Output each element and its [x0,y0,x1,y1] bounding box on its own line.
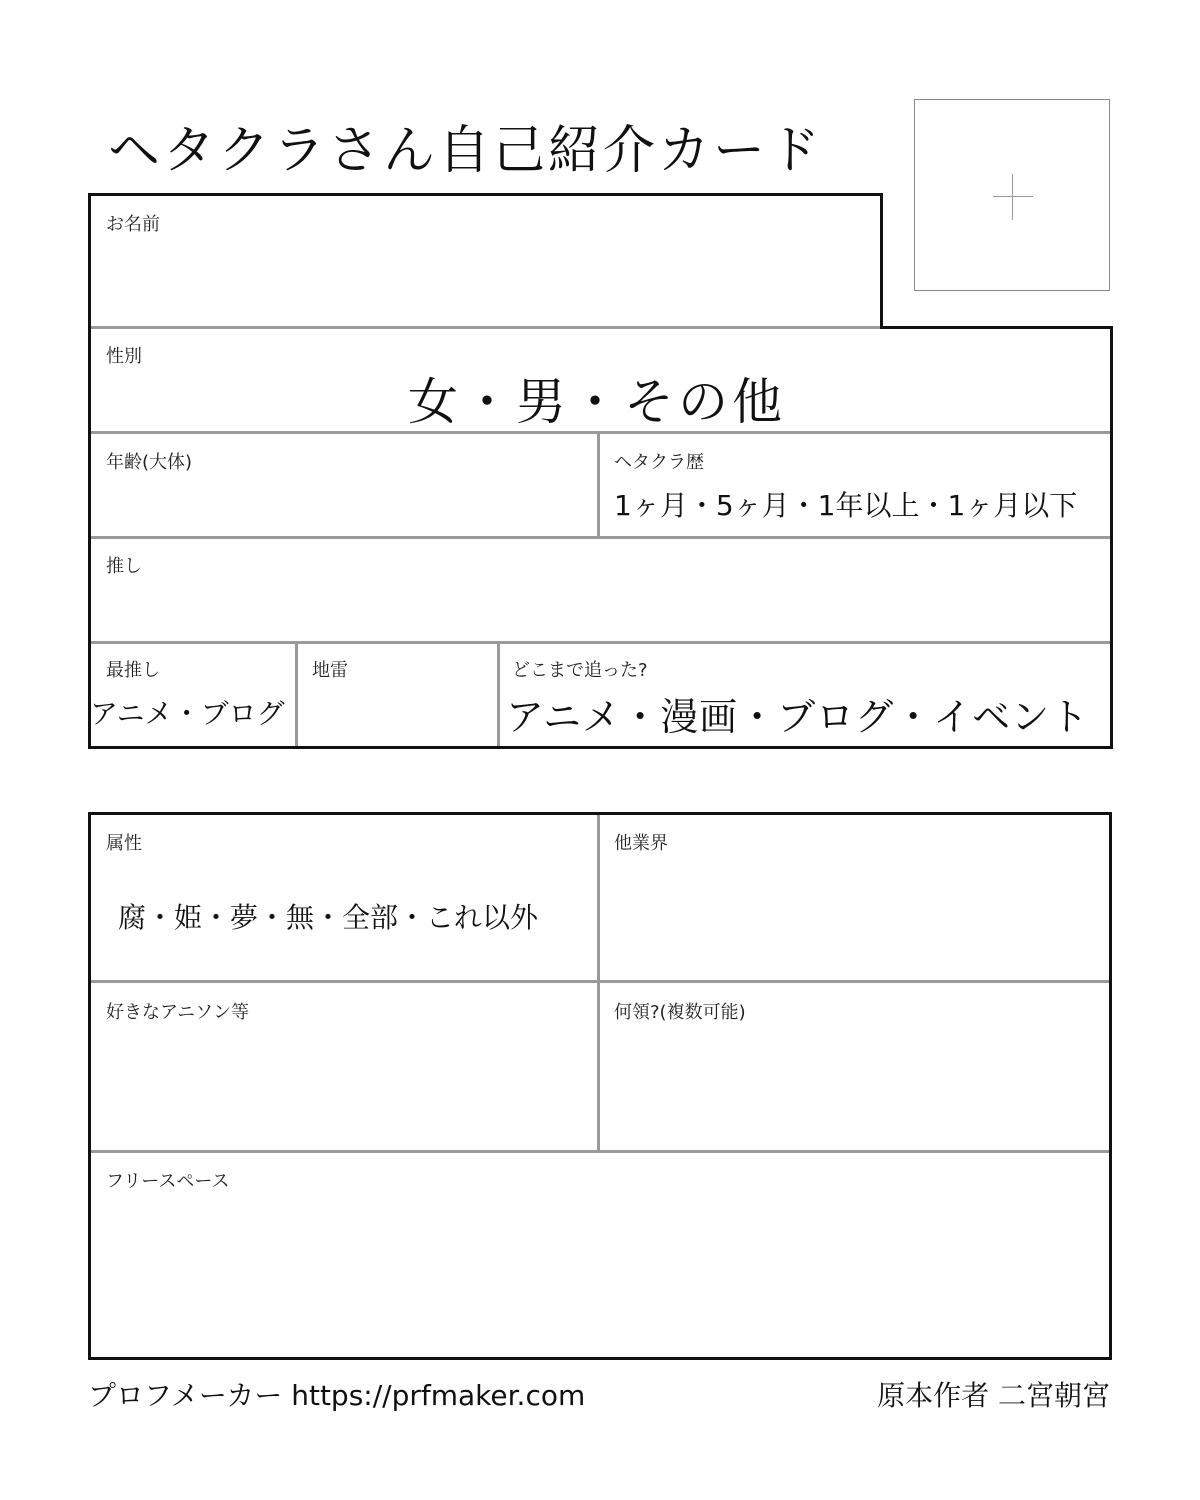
card-title: ヘタクラさん自己紹介カード [108,121,824,181]
progress-label: どこまで追った? [512,660,648,681]
gender-options[interactable]: 女・男・その他 [408,373,786,431]
divider [91,980,1109,983]
name-label: お名前 [106,214,160,235]
border [88,1357,1112,1360]
divider [91,326,880,329]
other-fandom-label: 他業界 [614,833,668,854]
progress-options[interactable]: アニメ・漫画・ブログ・イベント [506,695,1090,739]
divider [497,644,500,746]
divider [91,1150,1109,1153]
border [88,746,1113,749]
anisong-label: 好きなアニソン等 [106,1002,250,1023]
maker-credit[interactable]: プロフメーカー https://prfmaker.com [88,1379,586,1412]
border [88,812,91,1360]
gender-label: 性別 [106,346,142,367]
history-label: ヘタクラ歴 [614,452,704,473]
age-label: 年齢(大体) [106,452,193,473]
divider [91,536,1110,539]
plus-icon [993,174,1033,220]
jirai-label: 地雷 [312,660,348,681]
border [1109,812,1112,1360]
oshi-label: 推し [106,556,142,577]
divider [295,644,298,746]
free-space-label: フリースペース [106,1171,230,1192]
divider [597,434,600,538]
border [88,193,883,196]
attribute-options[interactable]: 腐・姫・夢・無・全部・これ以外 [118,901,539,934]
divider [597,815,600,1152]
saioshi-options[interactable]: アニメ・ブログ [90,697,285,730]
history-options[interactable]: 1ヶ月・5ヶ月・1年以上・1ヶ月以下 [614,489,1078,522]
border [880,193,883,329]
territory-label: 何領?(複数可能) [614,1002,746,1023]
photo-upload-box[interactable] [914,99,1110,291]
border [88,812,1112,815]
border [880,326,1113,329]
author-credit: 原本作者 二宮朝宮 [877,1379,1110,1412]
border [1110,326,1113,749]
divider [91,641,1110,644]
border [88,193,91,749]
attribute-label: 属性 [106,833,142,854]
saioshi-label: 最推し [106,660,160,681]
